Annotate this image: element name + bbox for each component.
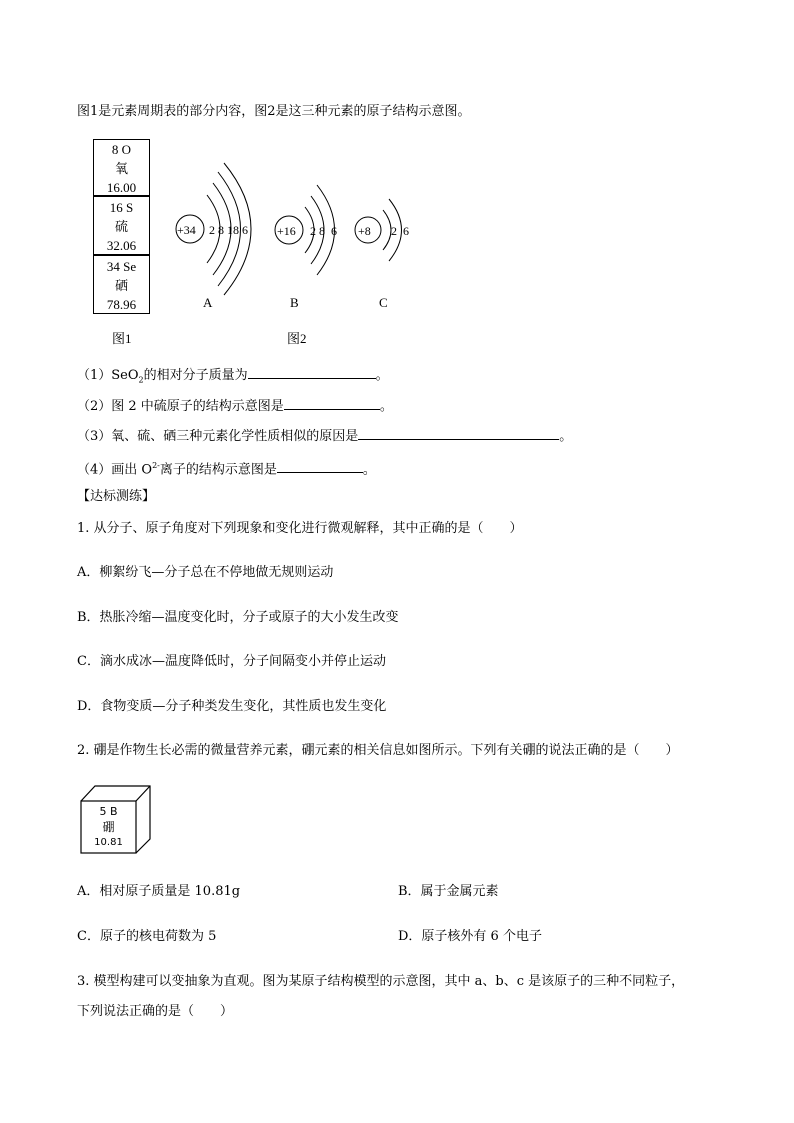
fig1-caption: 图1 — [112, 331, 132, 346]
cell-number-symbol: 34 Se — [106, 259, 137, 274]
mc2-stem: 2. 硼是作物生长必需的微量营养元素，硼元素的相关信息如图所示。下列有关硼的说法正确的是（ ） — [77, 743, 679, 758]
cell-atomic-mass: 78.96 — [106, 297, 137, 312]
question-1-subscript: 2 — [138, 375, 144, 385]
question-2-text: （2）图 2 中硫原子的结构示意图是 — [77, 399, 284, 414]
electron-config-c: 2 6 — [391, 224, 409, 238]
question-4-superscript: 2- — [152, 461, 160, 470]
mc2-option-d[interactable]: D．原子核外有 6 个电子 — [398, 929, 542, 944]
question-3-end: 。 — [559, 429, 573, 444]
cell-element-name: 氧 — [114, 161, 128, 176]
electron-config-b: 2 8 6 — [310, 224, 337, 238]
question-3-text: （3）氧、硫、硒三种元素化学性质相似的原因是 — [77, 429, 359, 444]
question-4-prefix: （4）画出 O — [77, 462, 153, 478]
mc2-option-a[interactable]: A．相对原子质量是 10.81g — [77, 884, 241, 899]
question-4-end: 。 — [362, 462, 376, 478]
mc3-stem-line2: 下列说法正确的是（ ） — [77, 1004, 234, 1019]
question-1-text: 的相对分子质量为 — [143, 368, 248, 383]
section-title: 【达标测练】 — [77, 489, 156, 504]
mc1-option-a[interactable]: A．柳絮纷飞—分子总在不停地做无规则运动 — [77, 565, 334, 580]
nucleus-charge-b: +16 — [277, 224, 296, 238]
mc1-stem: 1. 从分子、原子角度对下列现象和变化进行微观解释，其中正确的是（ ） — [77, 521, 523, 536]
atom-label-a: A — [203, 295, 213, 310]
mc3-stem-line1: 3. 模型构建可以变抽象为直观。图为某原子结构模型的示意图，其中 a、b、c 是该原子的三种不同粒子， — [77, 974, 685, 989]
cell-number-symbol: 8 O — [111, 142, 132, 157]
question-1-end: 。 — [375, 368, 389, 383]
nucleus-charge-a: +34 — [177, 223, 196, 237]
cell-atomic-mass: 32.06 — [106, 238, 137, 253]
nucleus-charge-c: +8 — [358, 224, 371, 238]
mc1-option-c[interactable]: C．滴水成冰—温度降低时，分子间隔变小并停止运动 — [77, 654, 386, 669]
cell-element-name: 硒 — [114, 278, 128, 293]
boron-name: 硼 — [102, 820, 115, 834]
mc1-option-d[interactable]: D．食物变质—分子种类发生变化，其性质也发生变化 — [77, 699, 387, 714]
cell-element-name: 硫 — [114, 219, 128, 234]
boron-atomic-mass: 10.81 — [94, 837, 123, 848]
question-1-prefix: （1）SeO — [77, 368, 139, 383]
cell-number-symbol: 16 S — [109, 200, 134, 215]
question-4-text: 离子的结构示意图是 — [159, 462, 277, 478]
fig2-caption: 图2 — [287, 331, 307, 346]
mc2-option-c[interactable]: C．原子的核电荷数为 5 — [77, 929, 217, 944]
atom-label-b: B — [290, 295, 299, 310]
question-2-end: 。 — [379, 399, 393, 414]
electron-config-a: 2 8 18 6 — [209, 223, 248, 237]
atom-label-c: C — [379, 295, 388, 310]
boron-number-symbol: 5 B — [99, 805, 118, 818]
intro-text: 图1是元素周期表的部分内容，图2是这三种元素的原子结构示意图。 — [77, 104, 471, 119]
cell-atomic-mass: 16.00 — [106, 180, 137, 195]
mc2-option-b[interactable]: B．属于金属元素 — [398, 884, 499, 899]
mc1-option-b[interactable]: B．热胀冷缩—温度变化时，分子或原子的大小发生改变 — [77, 610, 399, 625]
